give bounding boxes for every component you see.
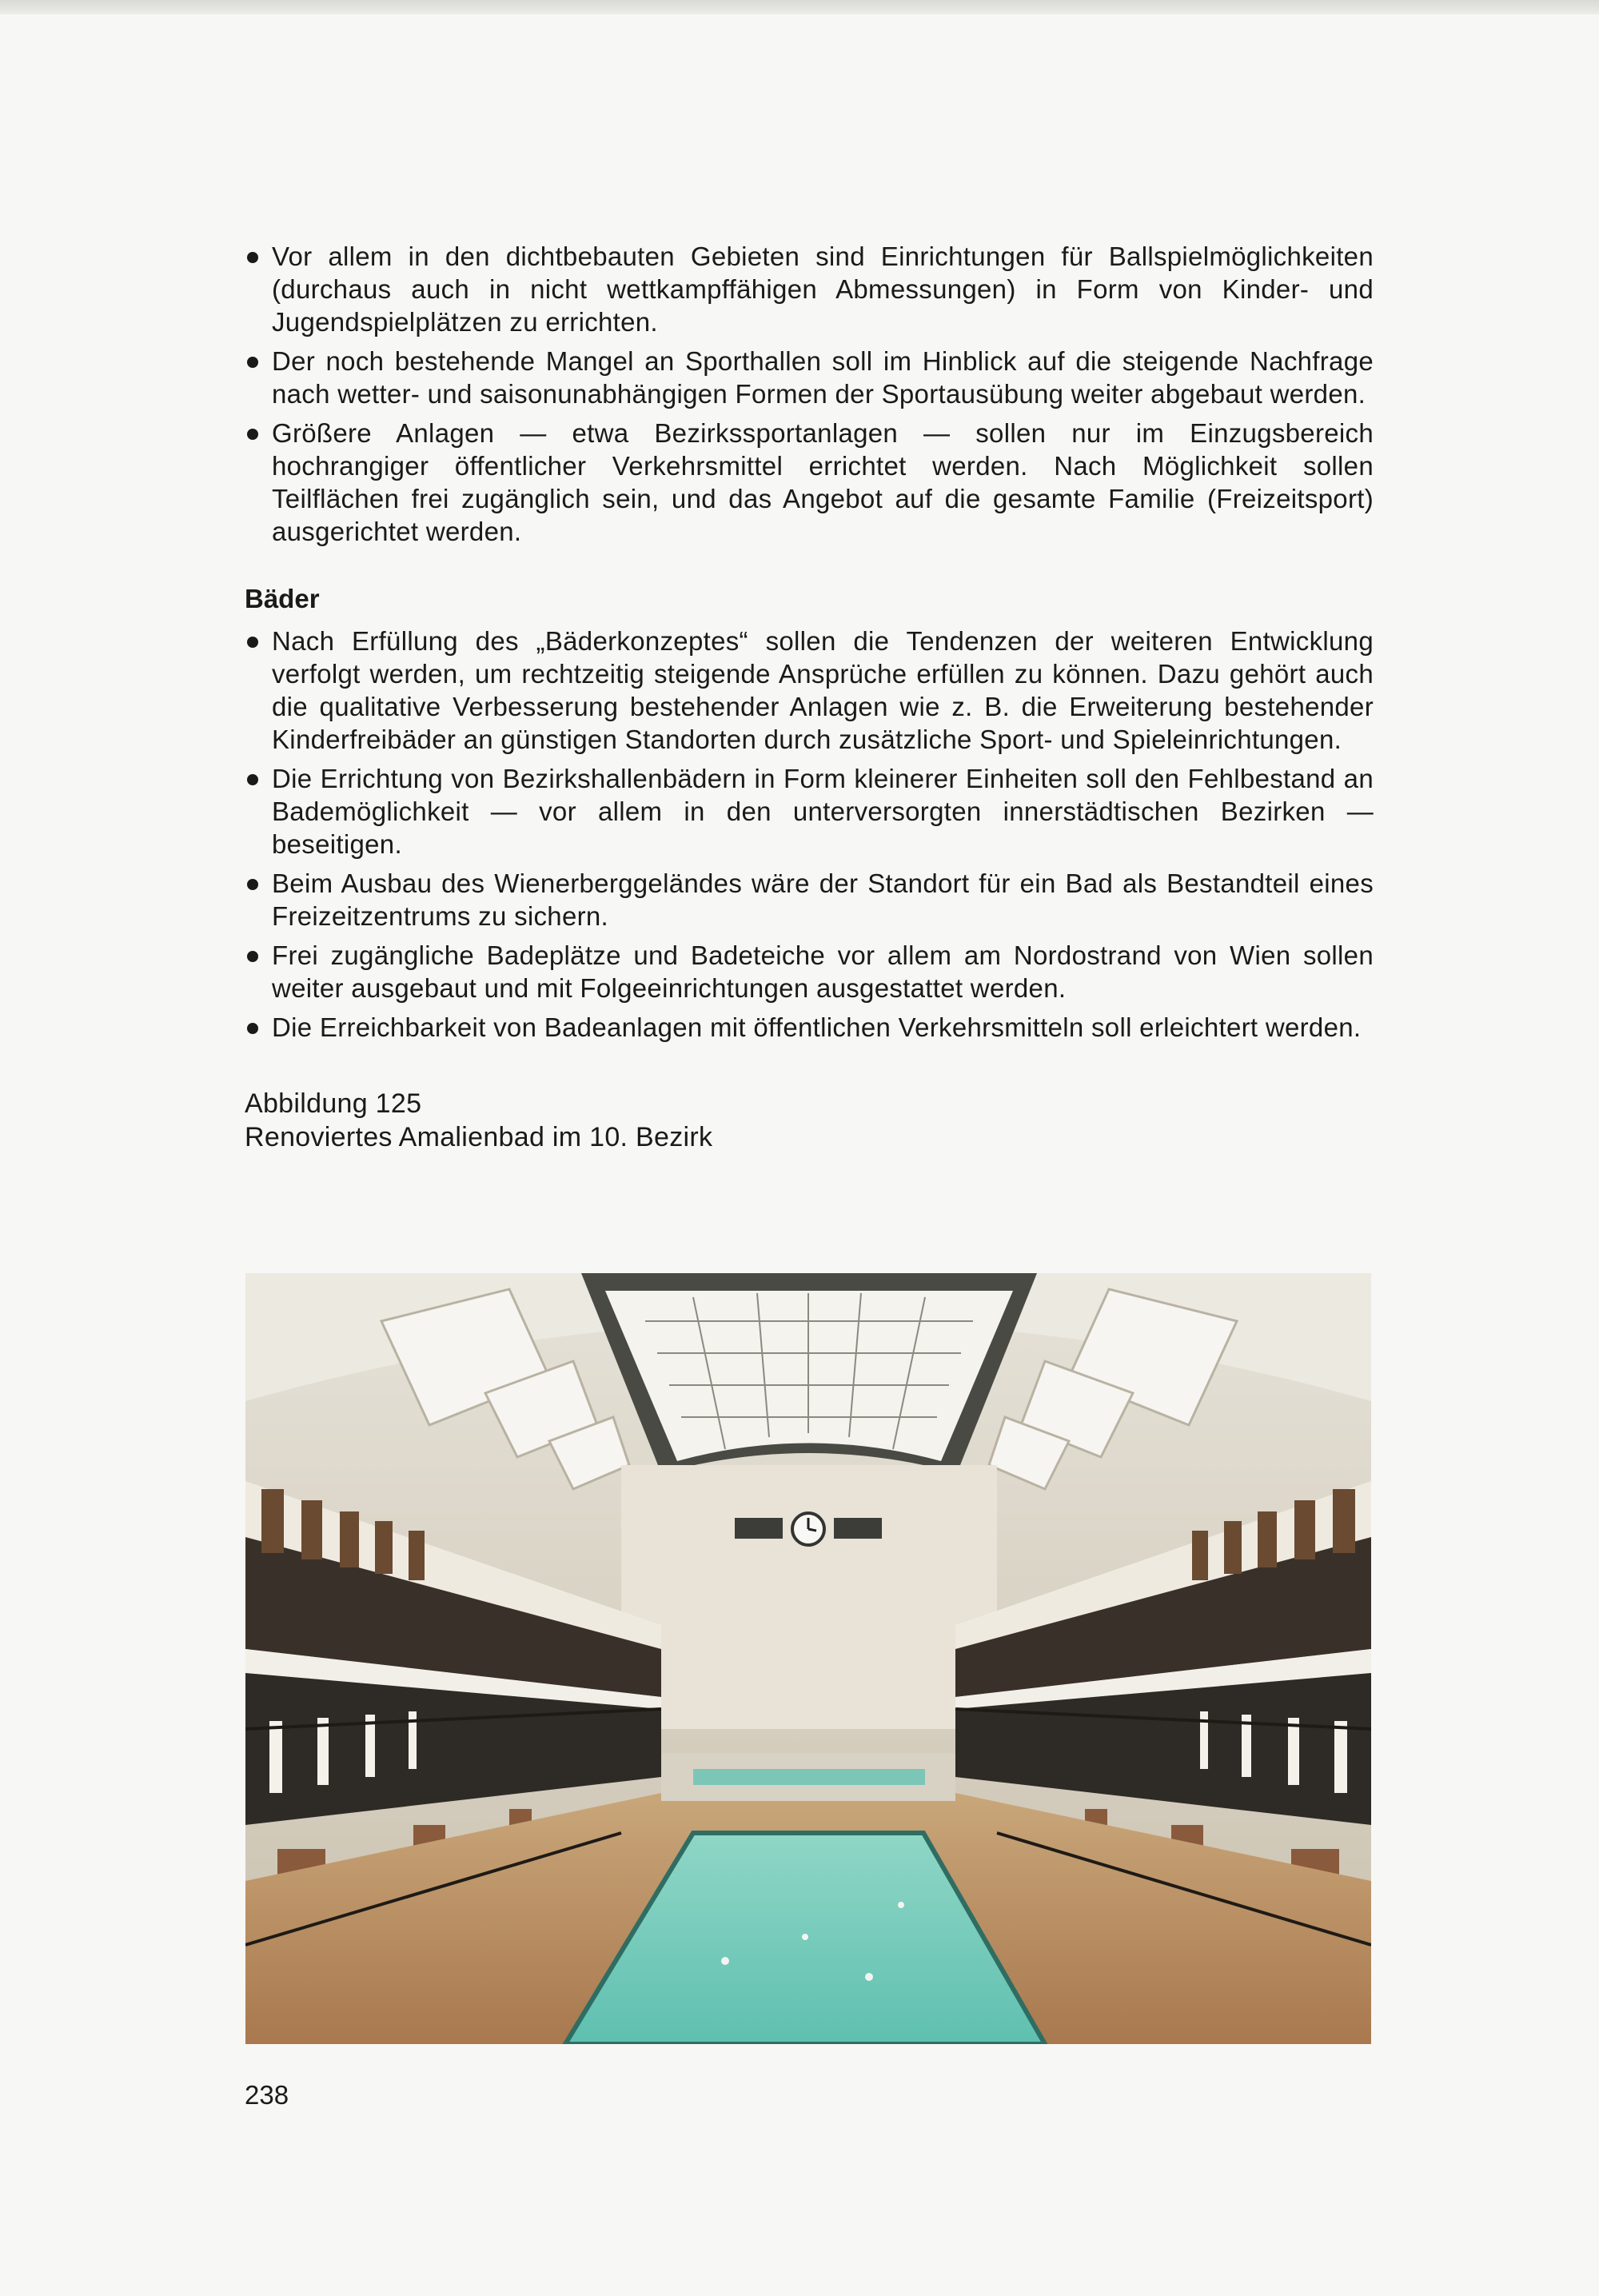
list-item: [245, 345, 1374, 410]
list-item: [245, 939, 1374, 1004]
figure-caption: [245, 1087, 1374, 1154]
scan-top-edge: [0, 0, 1599, 14]
page-number: 238: [245, 2080, 289, 2110]
list-item-text: Der noch bestehende Mangel an Sporthallen soll im Hinblick auf die steigende Nachfrage nach wetter- und saisonunabhängigen Formen der Sportausübung weiter abgebaut werden.: [272, 346, 1374, 409]
baeder-bullet-list: [245, 625, 1374, 1044]
bullet-icon: [247, 1023, 258, 1034]
list-item-text: Beim Ausbau des Wienerberggeländes wäre der Standort für ein Bad als Bestandteil eines Freizeitzentrums zu sichern.: [272, 868, 1374, 931]
list-item-text: Nach Erfüllung des „Bäderkonzeptes“ sollen die Tendenzen der weiteren Entwicklung verfolgt werden, um rechtzeitig steigende Ansprüche erfüllen zu können. Dazu gehört auch die qualitative Verbesserung bestehender Anlagen wie z. B. die Erweiterung bestehender Kinderfreibäder an günstigen Standorten durch zusätzliche Sport- und Spieleinrichtungen.: [272, 626, 1374, 754]
list-item-text: Die Erreichbarkeit von Badeanlagen mit öffentlichen Verkehrsmitteln soll erleichtert werden.: [272, 1012, 1362, 1042]
figure-label: Abbildung 125: [245, 1088, 422, 1119]
list-item: [245, 625, 1374, 756]
bullet-icon: [247, 357, 258, 368]
page-content: [245, 240, 1374, 1154]
list-item-text: Die Errichtung von Bezirkshallenbädern in Form kleinerer Einheiten soll den Fehlbestand an Bademöglichkeit — vor allem in den unterversorgten innerstädtischen Bezirken — beseitigen.: [272, 764, 1374, 859]
sport-bullet-list: [245, 240, 1374, 548]
list-item: [245, 417, 1374, 548]
list-item: [245, 240, 1374, 338]
figure-title: Renoviertes Amalienbad im 10. Bezirk: [245, 1122, 713, 1152]
bullet-icon: [247, 429, 258, 440]
bullet-icon: [247, 774, 258, 785]
amalienbad-photo: [245, 1273, 1371, 2044]
bullet-icon: [247, 252, 258, 263]
list-item-text: Frei zugängliche Badeplätze und Badeteiche vor allem am Nordostrand von Wien sollen weiter ausgebaut und mit Folgeeinrichtungen ausgestattet werden.: [272, 940, 1374, 1003]
list-item: [245, 867, 1374, 932]
list-item: [245, 762, 1374, 861]
list-item-text: Größere Anlagen — etwa Bezirkssportanlagen — sollen nur im Einzugsbereich hochrangiger öffentlicher Verkehrsmittel errichtet werden. Nach Möglichkeit sollen Teilflächen frei zugänglich sein, und das Angebot auf die gesamte Familie (Freizeitsport) ausgerichtet werden.: [272, 418, 1374, 546]
section-heading: Bäder: [245, 584, 320, 613]
bullet-icon: [247, 879, 258, 890]
bullet-icon: [247, 637, 258, 648]
list-item-text: Vor allem in den dichtbebauten Gebieten sind Einrichtungen für Ballspielmöglichkeiten (durchaus auch in nicht wettkampffähigen Abmessungen) in Form von Kinder- und Jugendspielplätzen zu errichten.: [272, 242, 1374, 337]
bullet-icon: [247, 951, 258, 962]
list-item: [245, 1011, 1374, 1044]
